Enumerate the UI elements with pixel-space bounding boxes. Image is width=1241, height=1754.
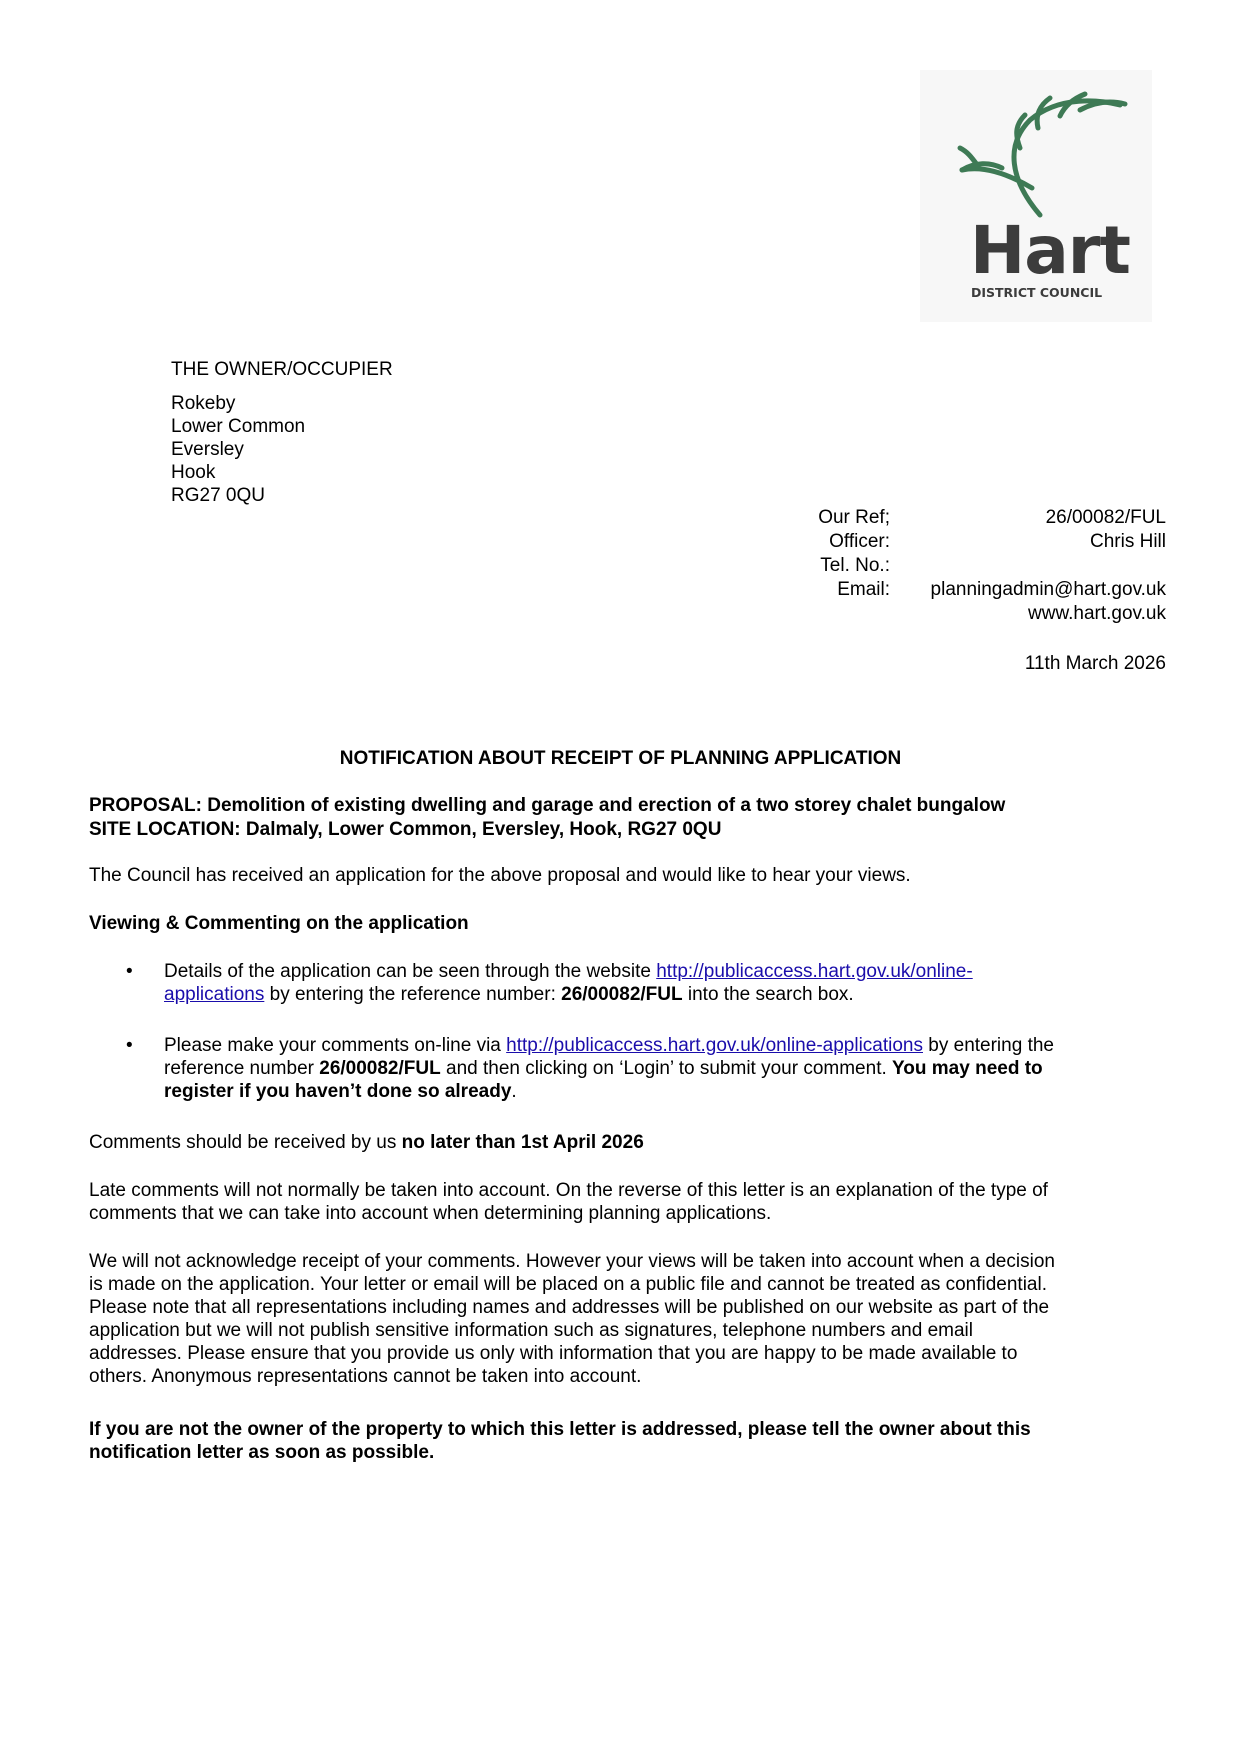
- officer-label: Officer:: [829, 531, 890, 552]
- bullet-text-part: Details of the application can be seen through the website: [164, 961, 657, 982]
- bullet-text-part: reference number: [164, 1058, 320, 1079]
- bullet-text: [164, 960, 1169, 1006]
- recipient-address: [171, 392, 305, 507]
- bullet-text-part: Please make your comments on-line via: [164, 1035, 507, 1056]
- proposal-line: PROPOSAL: Demolition of existing dwelling and garage and erection of a two storey chalet bungalow: [89, 795, 1006, 816]
- deadline-date: no later than 1st April 2026: [401, 1132, 644, 1153]
- register-note: You may need to: [892, 1058, 1043, 1079]
- paragraph-line: comments that we can take into account when determining planning applications.: [89, 1203, 772, 1224]
- our-ref-label: Our Ref;: [818, 507, 890, 528]
- bullet-text-part: by entering the: [923, 1035, 1054, 1056]
- paragraph-line: others. Anonymous representations cannot be taken into account.: [89, 1366, 642, 1387]
- paragraph-line: Please note that all representations including names and addresses will be published on our website as part of the: [89, 1297, 1050, 1318]
- proposal-block: [89, 794, 1005, 842]
- email-label: Email:: [837, 579, 890, 600]
- register-note: register if you haven’t done so already: [164, 1081, 512, 1102]
- paragraph-line: notification letter as soon as possible.: [89, 1442, 435, 1463]
- paragraph-line: is made on the application. Your letter or email will be placed on a public file and cannot be treated as confidential.: [89, 1274, 1047, 1295]
- deadline-text: [89, 1131, 1169, 1154]
- our-ref-value: 26/00082/FUL: [1045, 507, 1166, 528]
- address-line: Eversley: [171, 439, 244, 460]
- online-applications-link[interactable]: http://publicaccess.hart.gov.uk/online-: [656, 961, 973, 982]
- owner-notice: [89, 1418, 1169, 1464]
- logo-wordmark: Hart: [970, 212, 1130, 289]
- paragraph-line: application but we will not publish sensitive information such as signatures, telephone numbers and email: [89, 1320, 974, 1341]
- reference-block: [790, 506, 1166, 626]
- addressee: THE OWNER/OCCUPIER: [171, 359, 393, 380]
- council-logo: [920, 70, 1152, 322]
- officer-value: Chris Hill: [1090, 531, 1166, 552]
- address-line: Rokeby: [171, 393, 236, 414]
- late-comments-paragraph: [89, 1179, 1169, 1225]
- bullet-text: [164, 1034, 1169, 1103]
- address-line: Lower Common: [171, 416, 306, 437]
- bullet-text-part: and then clicking on ‘Login’ to submit your comment.: [440, 1058, 893, 1079]
- letter-heading: NOTIFICATION ABOUT RECEIPT OF PLANNING APPLICATION: [339, 748, 902, 769]
- bullet-text-part: into the search box.: [682, 984, 854, 1005]
- reference-number: 26/00082/FUL: [319, 1058, 441, 1079]
- paragraph-line: Late comments will not normally be taken into account. On the reverse of this letter is an explanation of the type of: [89, 1180, 1048, 1201]
- viewing-heading: Viewing & Commenting on the application: [89, 913, 469, 934]
- tel-value: [890, 554, 1166, 578]
- website-value: www.hart.gov.uk: [1028, 603, 1166, 624]
- address-line: RG27 0QU: [171, 485, 265, 506]
- acknowledgement-paragraph: [89, 1250, 1169, 1388]
- bullet-text-part: by entering the reference number:: [264, 984, 562, 1005]
- logo-subtitle: DISTRICT COUNCIL: [971, 285, 1103, 300]
- comments-online-link[interactable]: http://publicaccess.hart.gov.uk/online-applications: [506, 1035, 923, 1056]
- paragraph-line: If you are not the owner of the property to which this letter is addressed, please tell the owner about this: [89, 1419, 1031, 1440]
- email-value: planningadmin@hart.gov.uk: [930, 579, 1166, 600]
- paragraph-line: addresses. Please ensure that you provide us only with information that you are happy to be made available to: [89, 1343, 1018, 1364]
- bullet-text-part: .: [511, 1081, 517, 1102]
- online-applications-link-cont[interactable]: applications: [164, 984, 265, 1005]
- reference-number: 26/00082/FUL: [561, 984, 683, 1005]
- intro-text: The Council has received an application for the above proposal and would like to hear your views.: [89, 865, 911, 886]
- deadline-prefix: Comments should be received by us: [89, 1132, 402, 1153]
- letter-date: 11th March 2026: [1024, 653, 1166, 674]
- paragraph-line: We will not acknowledge receipt of your comments. However your views will be taken into account when a decision: [89, 1251, 1055, 1272]
- bullet-icon: •: [126, 961, 133, 982]
- tel-label: Tel. No.:: [820, 555, 890, 576]
- site-location-line: SITE LOCATION: Dalmaly, Lower Common, Eversley, Hook, RG27 0QU: [89, 819, 722, 840]
- bullet-icon: •: [126, 1035, 133, 1056]
- address-line: Hook: [171, 462, 216, 483]
